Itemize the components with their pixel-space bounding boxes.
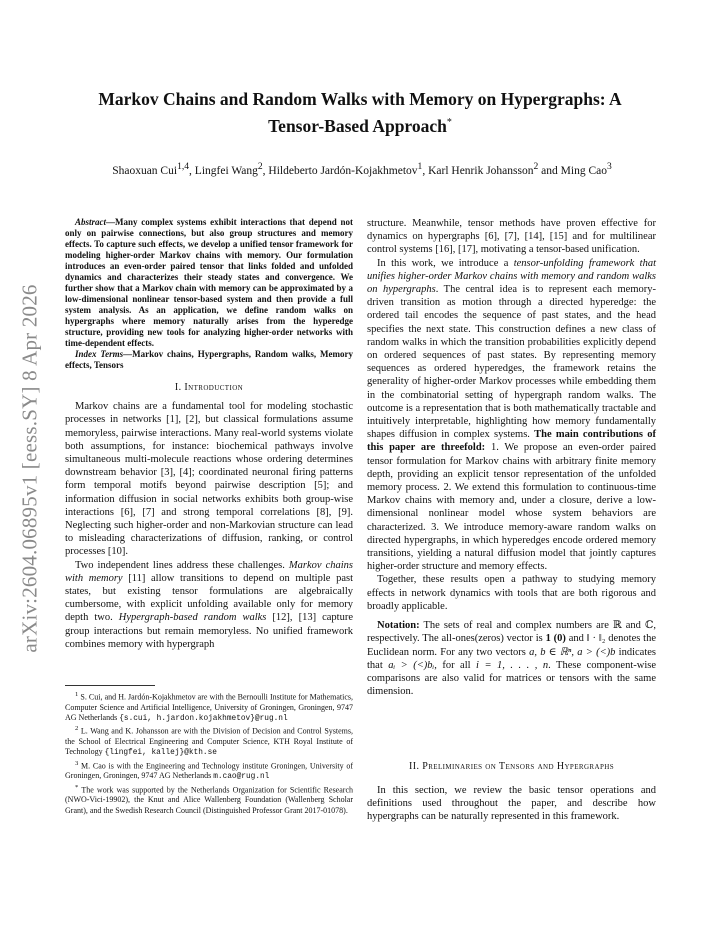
footnote-2: [65, 724, 353, 758]
right-paragraph-2: [367, 257, 656, 574]
author-affiliation: 2: [533, 161, 539, 172]
author: [194, 161, 269, 177]
footnote-rule: [65, 685, 155, 686]
index-terms-label: Index Terms: [75, 349, 124, 359]
index-terms-dash: —: [123, 349, 133, 359]
footnote-text: The work was supported by the Netherlands Organization for Scientific Research (NWO-Vici-19902), the Knut and Alice Wallenberg Foundation (Wallenberg Scholar Grant), and the Swedish Research Council (Distinguished Professor Grant 2017-01078).: [65, 785, 353, 815]
author-affiliation: 1,4: [177, 161, 190, 172]
footnote-mark: *: [75, 783, 79, 791]
left-column: [65, 217, 353, 651]
author: [428, 161, 561, 177]
text-run: and ‖ · ‖₂ denotes the Euclidean norm. For any two vectors: [367, 633, 656, 658]
intro-paragraph-2: [65, 559, 353, 651]
footnote-email: {s.cui, h.jardon.kojakhmetov}@rug.nl: [119, 715, 288, 724]
text-run: [12], [13] capture group interactions but remain memoryless. No unified framework combines memory with hypergraph: [65, 612, 353, 650]
math-inline: i = 1, . . . , n: [476, 659, 549, 671]
text-run: indicates that: [367, 646, 656, 671]
text-run: 1. We propose an even-order paired tensor formulation for Markov chains with arbitrary finite memory depth, providing an explicit tensor representation of the unfolded memory process. 2. We extend this formulation to continuous-time Markov chains with memory and, under a closure, derive a low-dimensional nonlinear model whose system behaviors are characterized. 3. We introduce memory-aware random walks on directed hypergraphs, in which hyperedges encode ordered memory transitions, yielding a natural diffusion model that jointly captures higher-order structure and memory effects.: [367, 442, 656, 573]
footnote-mark: 2: [75, 725, 79, 733]
footnotes: [65, 685, 353, 816]
footnote-email: {lingfei, kallej}@kth.se: [104, 749, 217, 758]
author-name: Hildeberto Jardón-Kojakhmetov: [268, 164, 418, 177]
author-separator: ,: [262, 164, 269, 177]
emphasis: tensor-unfolding framework that unifies higher-order Markov chains with memory and random walks on hypergraphs: [367, 257, 656, 296]
text-run: [11] allow transitions to depend on multiple past states, but existing tensor formulations are algebraically cumbersome, with explicit unfolding available only for memory depth two.: [65, 572, 353, 624]
footnote-mark: 3: [75, 759, 79, 767]
paper-title: [70, 88, 650, 138]
footnote-mark: 1: [75, 691, 79, 698]
abstract: [65, 217, 353, 349]
section-heading-introduction: I. Introduction: [174, 382, 244, 393]
math-inline: a, b ∈ ℝⁿ, a > (<)b: [529, 646, 616, 658]
author-name: Ming Cao: [560, 164, 607, 177]
text-run: In this work, we introduce a: [377, 257, 514, 269]
author-name: Shaoxuan Cui: [112, 164, 178, 177]
author-name: Karl Henrik Johansson: [428, 164, 534, 177]
index-terms: [65, 349, 353, 371]
footnote-text: L. Wang and K. Johansson are with the Division of Decision and Control Systems, the School of Electrical Engineering and Computer Science, KTH Royal Institute of Technology: [65, 726, 353, 757]
abstract-label: Abstract: [75, 217, 107, 227]
emphasis: Hypergraph-based random walks: [118, 612, 267, 624]
author-separator: and: [538, 164, 561, 177]
title-line-2-text: Tensor-Based Approach: [268, 115, 447, 136]
arxiv-stamp: [12, 258, 48, 678]
author: [560, 161, 612, 177]
title-line-2: [70, 111, 650, 138]
author-name: Lingfei Wang: [194, 164, 258, 177]
author-affiliation: 2: [257, 161, 263, 172]
arxiv-id: arXiv:2604.06895v1 [eess.SY] 8 Apr 2026: [17, 283, 42, 653]
index-terms-text: Markov chains, Hypergraphs, Random walks, Memory effects, Tensors: [65, 349, 353, 370]
section-heading-preliminaries: II. Preliminaries on Tensors and Hypergraphs: [409, 761, 614, 773]
footnote-3: [65, 759, 353, 783]
text-run: The sets of real and complex numbers are ℝ and ℂ, respectively. The all-ones(zeros) vector is: [367, 620, 656, 645]
math-vector: 1 (0): [545, 633, 566, 645]
preliminaries-paragraph-1: In this section, we review the basic tensor operations and definitions used throughout the paper, and describe how hypergraphs can be naturally represented in this framework.: [367, 784, 656, 822]
notation-label: Notation:: [377, 620, 420, 632]
math-inline: aᵢ > (<)bᵢ: [388, 659, 435, 671]
footnote-text: S. Cui, and H. Jardón-Kojakhmetov are with the Bernoulli Institute for Mathematics, Computer Science and Artificial Intelligence, University of Groningen, Groningen, 9747 AG Netherlands: [65, 692, 353, 723]
abstract-dash: —: [106, 217, 116, 227]
author-affiliation: 1: [417, 161, 423, 172]
footnote-1: [65, 690, 353, 724]
author-separator: ,: [189, 164, 195, 177]
author: [112, 161, 195, 177]
contributions-heading: The main contributions of this paper are threefold:: [367, 429, 656, 454]
text-run: Two independent lines address these challenges.: [75, 559, 289, 571]
footnote-email: m.cao@rug.nl: [213, 773, 270, 782]
intro-paragraph-1: Markov chains are a fundamental tool for modeling stochastic processes in networks [1], [2], but classical formulations assume memoryless, pairwise interactions. Many real-world systems violate both assumptions, for instance: biochemical pathways involve simultaneous multi-molecule reactions whose ordering determines downstream behavior [3], [4]; coordinated neuronal firing patterns form temporal motifs beyond pairwise description [5]; and information diffusion in social networks exhibits both group-wise interactions [6], [7] and strong temporal correlations [8], [9]. Neglecting such higher-order and non-Markovian structure can lead to misleading characterizations of diffusion, ranking, or control processes [10].: [65, 401, 353, 558]
author-list: [62, 160, 662, 178]
author-affiliation: 3: [606, 161, 612, 172]
right-paragraph-3: Together, these results open a pathway to studying memory effects in network dynamics with tools that are both rigorous and broadly applicable.: [367, 574, 656, 612]
footnote-4: [65, 783, 353, 816]
footnote-text: M. Cao is with the Engineering and Technology institute Groningen, University of Groningen, Groningen, 9747 AG Netherlands: [65, 761, 353, 781]
title-footnote-mark: *: [446, 117, 452, 128]
text-run: . The central idea is to represent each memory-driven transition as motion through a directed hyperedge: the ordered tail encodes the sequence of past states, and the head specifies the next state. This construction defines a new class of random walks in which the transition probabilities explicitly depend on ordered sequences of past states. By representing memory sequences as ordered hyperedges, the framework retains the generality of higher-order Markov processes while embedding them in the combinatorial setting of hypergraph random walks. The outcome is a representation that is both mathematically tractable and intuitively interpretable, highlighting how memory fundamentally shapes diffusion in complex systems.: [367, 284, 656, 441]
title-line-1: Markov Chains and Random Walks with Memory on Hypergraphs: A: [98, 89, 622, 109]
author-separator: ,: [422, 164, 429, 177]
right-paragraph-1: structure. Meanwhile, tensor methods have proven effective for dynamics on hypergraphs [6], [7], [14], [15] and for multilinear control systems [16], [17], motivating a tensor-based unification.: [367, 218, 656, 256]
right-column: [367, 217, 656, 823]
author: [268, 161, 429, 177]
emphasis: Markov chains with memory: [65, 559, 353, 584]
text-run: , for all: [434, 659, 477, 671]
text-run: . These component-wise comparisons are also valid for matrices or tensors with the same dimension.: [367, 659, 656, 698]
abstract-text: Many complex systems exhibit interactions that depend not only on pairwise connections, but also group structures and memory effects. To capture such effects, we develop a unified tensor framework for modeling higher-order Markov chains with memory. Our formulation introduces an even-order paired tensor that links folded and unfolded dynamics and characterizes their steady states and convergence. We further show that a Markov chain with memory can be approximated by a low-dimensional nonlinear tensor-based system and then provide a full system analysis. As an application, we define random walks on hypergraphs where memory naturally arises from the hyperedge structure, providing new tools for analyzing higher-order networks with time-dependent effects.: [65, 217, 353, 348]
notation-paragraph: [367, 619, 656, 698]
